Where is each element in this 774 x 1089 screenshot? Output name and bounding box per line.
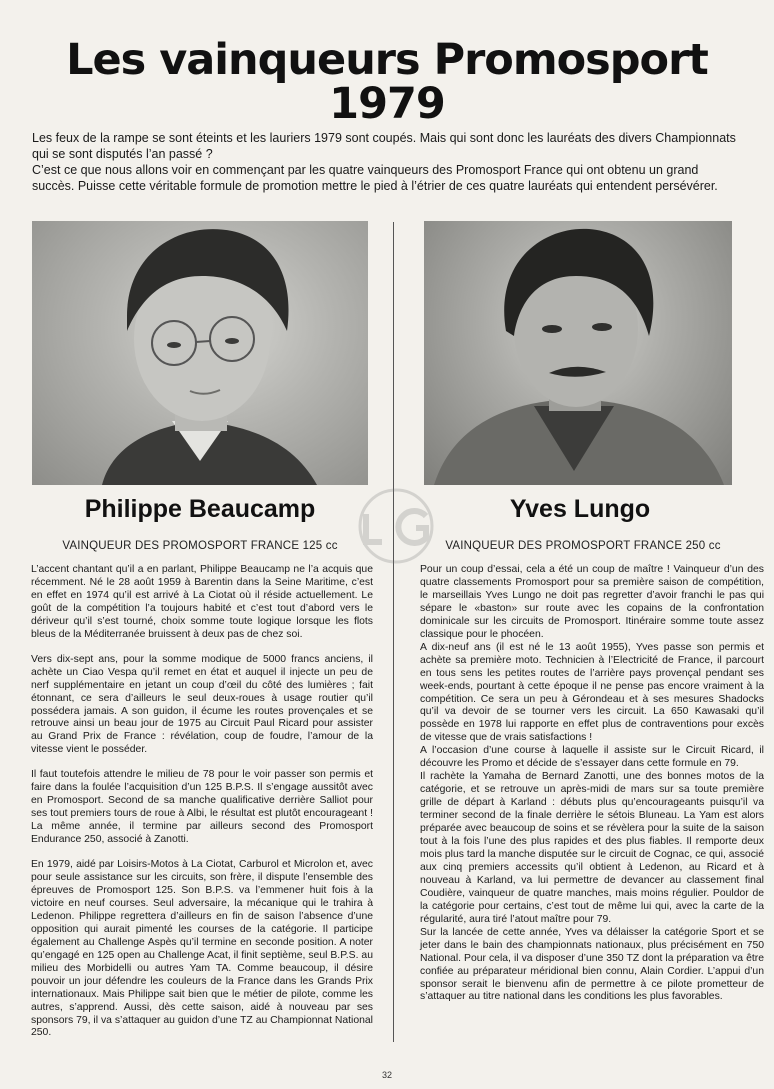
right-paragraph-2: A dix-neuf ans (il est né le 13 août 1955), Yves passe son permis et achète sa première moto. Technicien à l’Electricité de France, il parcourt en tous sens les petites routes de l’arrière pays provençal pendant ses week-ends, pourtant à cette époque il ne pense pas encore vraiment à la compétition. Ce sera un peu à Gérondeau et à ses mesures Shadocks qu’il va devoir de se tourner vers les circuit. La 650 Kawasaki qu’il possède en 1978 lui rapporte en effet plus de contraventions pour excès de vitesse que de vrais satisfactions ! <box>420 641 764 744</box>
portrait-photo-yves-lungo <box>424 221 732 485</box>
intro-text <box>32 130 744 194</box>
right-paragraph-4: Il rachète la Yamaha de Bernard Zanotti, une des bonnes motos de la catégorie, et se retrouve un après-midi de mars sur sa toute première grille de départ à Karland : débuts plus qu’encourageants puisqu’il va terminer second de la finale derrière le sétois Bluneau. La Yam est alors préparée avec beaucoup de soins et se révèlera pour la suite de la saison tout à la fois l’une des plus rapides et des plus fiables. Il remporte deux mois plus tard la manche disputée sur le circuit de Cognac, ce qui, associé aux cinq premiers accessits qu’il obtient à Ledenon, au Ricard et à nouveau à Karland, va lui permettre de devancer au classement final Coudière, vainqueur de quatre manches, mais moins régulier. Pouldor de la catégorie pour certains, c’est tout de même lui qui, avec la carte de la régularité, aura tiré l’atout maître pour 79. <box>420 771 764 925</box>
right-paragraph-1: Pour un coup d’essai, cela a été un coup de maître ! Vainqueur d’un des quatre classements Promosport pour sa première saison de compétition, le marseillais Yves Lungo ne doit pas regretter d’avoir franchi le pas qui sépare le «baston» sur route avec les copains de la confrontation dominicale sur les circuits de Promosport. Itinéraire somme toute assez classique pour le phocéen. <box>420 564 764 640</box>
page-number: 32 <box>381 1070 392 1080</box>
portrait-right-illustration <box>424 221 732 485</box>
left-column-text <box>31 564 373 1052</box>
intro-paragraph-1: Les feux de la rampe se sont éteints et les lauriers 1979 sont coupés. Mais qui sont donc les lauréats des divers Championnats qui se sont disputés l’an passé ? <box>32 131 736 161</box>
subtitle-125cc: VAINQUEUR DES PROMOSPORT FRANCE 125 cc <box>62 540 338 552</box>
right-paragraph-3: A l’occasion d’une course à laquelle il assiste sur le Circuit Ricard, il découvre les Promo et décide de s’essayer dans cette formule en 79. <box>420 745 764 770</box>
intro-paragraph-2: C’est ce que nous allons voir en commençant par les quatre vainqueurs des Promosport France qui ont obtenu un grand succès. Puisse cette véritable formule de promotion mettre le pied à l’étrier de ces quatre lauréats qui entendent persévérer. <box>32 163 718 193</box>
left-paragraph-1: L’accent chantant qu’il a en parlant, Philippe Beaucamp ne l’a acquis que récemment. Né le 28 août 1959 à Barentin dans la Seine Maritime, c’est en effet en 1974 qu’il est arrivé à La Ciotat où il réside actuellement. Le goût de la compétition l’a toujours habité et c’est tout d’abord vers le dériveur qu’il s’est tourné, choix somme toute logique lorsque les flots bleus de la Méditerranée bruissent à deux pas de chez soi. <box>31 564 373 640</box>
left-paragraph-4: En 1979, aidé par Loisirs-Motos à La Ciotat, Carburol et Microlon et, avec pour seule assistance sur les circuits, son frère, il dispute l’ensemble des épreuves de Promosport 125. Son B.P.S. va l’emmener huit fois à la victoire en neuf courses. Seul adversaire, la mécanique qui le trahira à Ledenon. Philippe regrettera d’ailleurs en fin de saison l’absence d’une opposition qui aurait pimenté les courses de la catégorie. Il participe également au Challenge Aspès qu’il termine en seconde position. A noter qu’engagé en 125 open au Challenge Acat, il finit septième, seul B.P.S. au milieu des Morbidelli ou autres Yam TA. Comme beaucoup, il désire pouvoir un jour défendre les couleurs de la France dans les Grands Prix internationaux. Mais Philippe sait bien que le métier de pilote, comme les autres, s’apprend. Aussi, dès cette saison, aidé à nouveau par ses sponsors 79, il va s’attaquer au guidon d’une TZ au Championnat National 250. <box>31 859 373 1039</box>
article-title <box>20 35 754 129</box>
column-divider <box>393 222 394 1042</box>
name-yves-lungo: Yves Lungo <box>509 495 651 523</box>
title-line-2: 1979 <box>329 79 445 129</box>
left-paragraph-3: Il faut toutefois attendre le milieu de 78 pour le voir passer son permis et faire dans la foulée l’acquisition d’un 125 B.P.S. Il s’engage aussitôt avec en Promosport. Second de sa manche qualificative derrière Salliot pour ses tout premiers tours de roue à Albi, le résultat est plutôt encourageant ! La même année, il termine par ailleurs second des Promosport Endurance 250, associé à Zanotti. <box>31 769 373 846</box>
portrait-photo-philippe-beaucamp <box>32 221 368 485</box>
name-philippe-beaucamp: Philippe Beaucamp <box>84 495 316 523</box>
title-line-1: Les vainqueurs Promosport <box>66 35 708 85</box>
subtitle-250cc: VAINQUEUR DES PROMOSPORT FRANCE 250 cc <box>445 540 721 552</box>
right-column-text <box>420 564 764 1004</box>
right-paragraph-5: Sur la lancée de cette année, Yves va délaisser la catégorie Sport et se jeter dans le bain des championnats nationaux, plus précisément en 750 National. Pour cela, il va disposer d’une 350 TZ dont la préparation va être confiée au préparateur méridional bien connu, Alain Cordier. L’appui d’un sponsor serait le bienvenu afin de permettre à ce pilote prometteur de s’attaquer au titre national dans les conditions les plus favorables. <box>420 926 764 1003</box>
portrait-left-illustration <box>32 221 368 485</box>
left-paragraph-2: Vers dix-sept ans, pour la somme modique de 5000 francs anciens, il achète un Ciao Vespa qu’il remet en état et auquel il injecte un peu de nerf supplémentaire en jetant un coup d’œil du côté des lumières ; fait étonnant, ce sera d’ailleurs le seul deux-roues à usage routier qu’il possédera jamais. A son guidon, il écume les routes provençales et se retrouve ainsi un beau jour de 1975 au Circuit Paul Ricard pour assister au Grand Prix de France : révélation, coup de foudre, l’amour de la vitesse vient le posséder. <box>31 653 373 756</box>
